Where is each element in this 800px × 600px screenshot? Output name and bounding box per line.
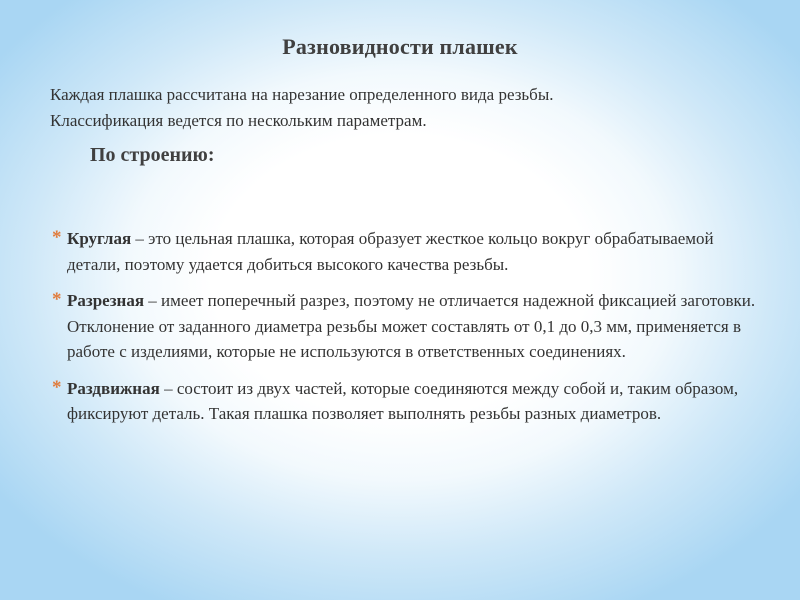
asterisk-bullet-icon: * xyxy=(52,376,62,398)
bullet-description: – имеет поперечный разрез, поэтому не отличается надежной фиксацией заготовки. Отклонение от заданного диаметра резьбы может составлять от 0,1 до 0,3 мм, применяется в работе с изделиями, которые не используются в ответственных соединениях. xyxy=(67,291,756,361)
bullet-description: – состоит из двух частей, которые соединяются между собой и, таким образом, фиксируют деталь. Такая плашка позволяет выполнять резьбы разных диаметров. xyxy=(67,378,739,423)
slide-title: Разновидности плашек xyxy=(282,34,518,59)
intro-line-2: Классификация ведется по нескольким параметрам. xyxy=(50,111,427,130)
bullet-term: Раздвижная xyxy=(67,378,160,398)
asterisk-bullet-icon: * xyxy=(52,227,62,248)
section-subtitle: По строению: xyxy=(90,144,215,166)
asterisk-bullet-icon: * xyxy=(52,289,62,310)
bullet-term: Круглая xyxy=(67,229,132,248)
bullet-term: Разрезная xyxy=(67,291,145,310)
bullet-list xyxy=(50,226,765,438)
bullet-description: – это цельная плашка, которая образует жесткое кольцо вокруг обрабатываемой детали, поэтому удается добиться высокого качества резьбы. xyxy=(67,229,714,274)
bullet-item-sliding xyxy=(50,376,765,427)
intro-line-1: Каждая плашка рассчитана на нарезание определенного вида резьбы. xyxy=(50,85,554,104)
bullet-item-round xyxy=(50,226,765,277)
intro-text xyxy=(50,82,770,134)
bullet-item-split xyxy=(50,288,765,365)
